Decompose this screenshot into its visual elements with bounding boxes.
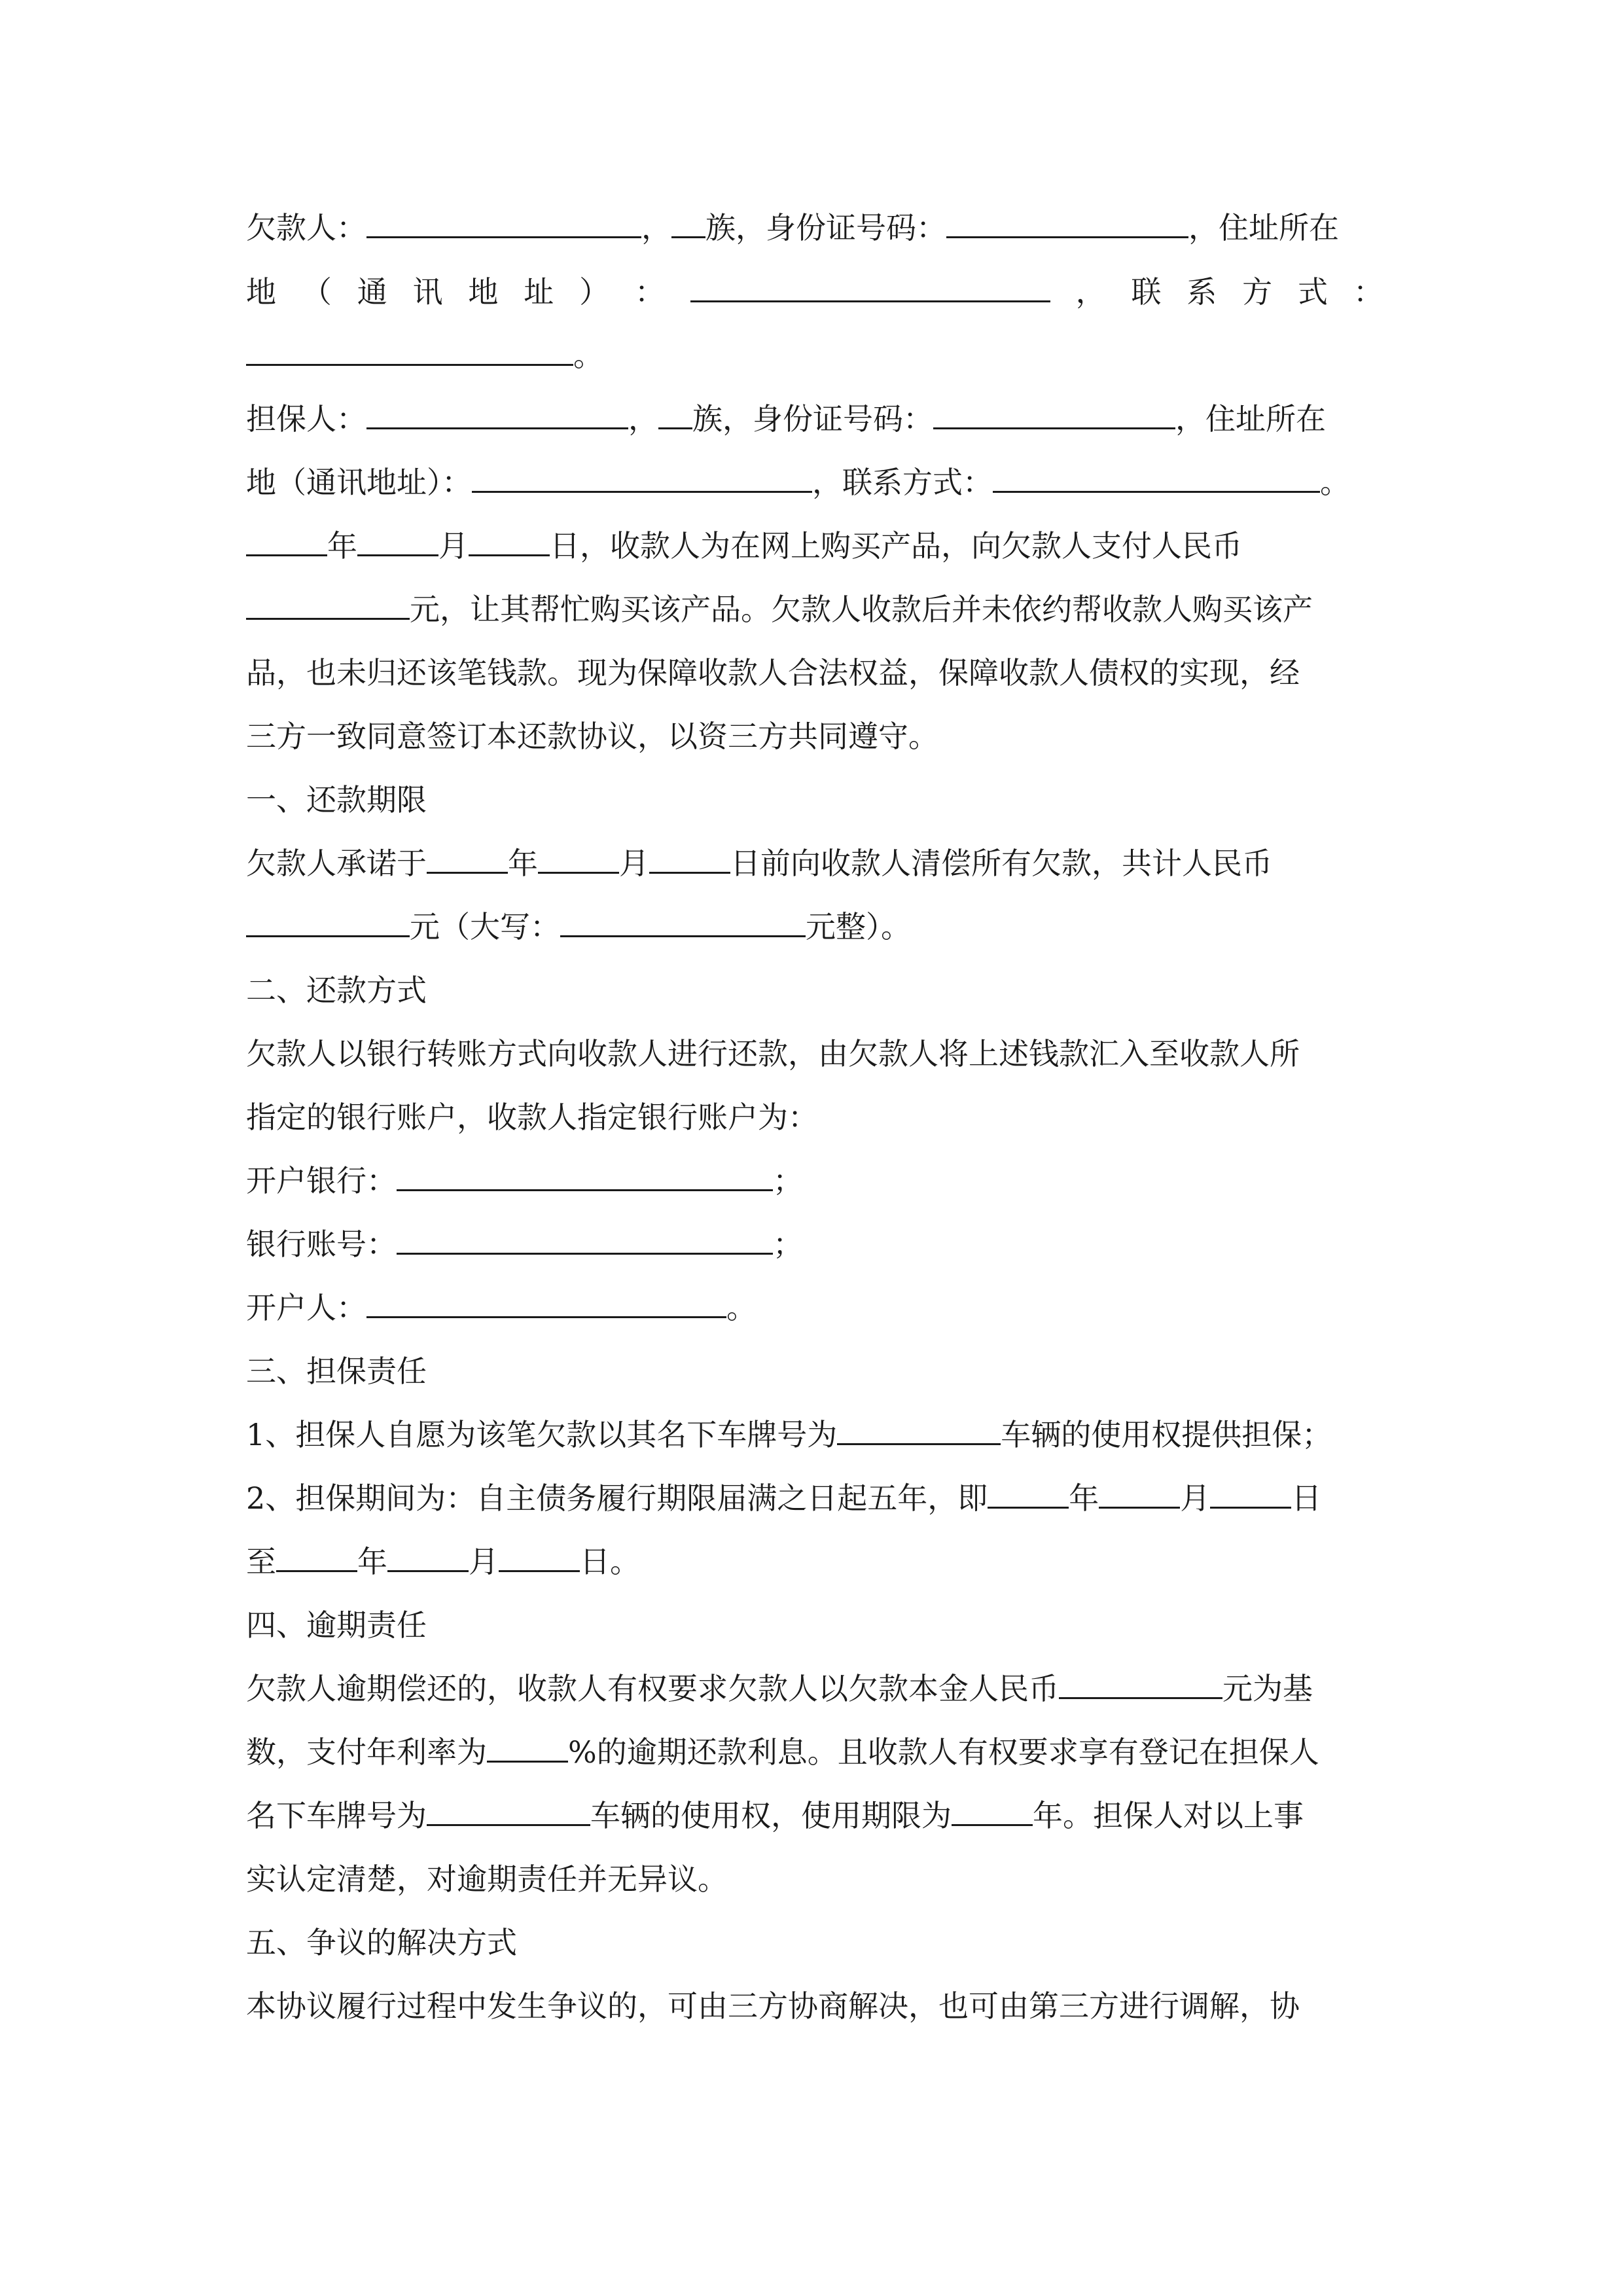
text-line: 实认定清楚，对逾期责任并无异议。 (246, 1861, 728, 1897)
day-blank (1210, 1477, 1291, 1509)
debtor-ethnicity-blank (671, 206, 705, 238)
account-holder-line: 开户人： 。 (246, 1282, 757, 1334)
amount-words-blank (560, 905, 806, 937)
guarantee-end-date-line: 至 年 月 日。 (246, 1535, 640, 1588)
bank-account-blank (397, 1223, 773, 1255)
guarantor-id-blank (933, 397, 1175, 429)
plate-number-blank (837, 1413, 1001, 1445)
debtor-contact-line: 。 (246, 329, 603, 382)
guarantor-address-line: 地（通讯地址）： ，联系方式： 。 (246, 456, 1350, 509)
section-heading-overdue: 四、逾期责任 (246, 1607, 427, 1643)
month-blank (538, 842, 619, 874)
text-line: 本协议履行过程中发生争议的，可由三方协商解决，也可由第三方进行调解，协 (246, 1988, 1300, 2024)
text-line: 三方一致同意签订本还款协议，以资三方共同遵守。 (246, 719, 938, 754)
section-heading-guarantee: 三、担保责任 (246, 1354, 427, 1389)
text-line: 指定的银行账户，收款人指定银行账户为： (246, 1100, 818, 1135)
guarantor-ethnicity-blank (658, 397, 692, 429)
amount-line: 元，让其帮忙购买该产品。欠款人收款后并未依约帮收款人购买该产 (246, 583, 1313, 636)
section-heading-dispute: 五、争议的解决方式 (246, 1925, 517, 1960)
day-blank (499, 1540, 580, 1572)
section-heading-repayment-term: 一、还款期限 (246, 782, 427, 817)
debtor-id-blank (946, 206, 1188, 238)
guarantor-contact-blank (993, 461, 1320, 493)
year-blank (427, 842, 508, 874)
debtor-contact-blank (246, 334, 573, 366)
payment-date-line: 年 月 日，收款人为在网上购买产品，向欠款人支付人民币 (246, 520, 1242, 572)
section-heading-repayment-method: 二、还款方式 (246, 973, 427, 1008)
year-blank (246, 524, 327, 556)
overdue-rate-line: 数，支付年利率为 %的逾期还款利息。且收款人有权要求享有登记在担保人 (246, 1726, 1319, 1778)
debtor-line: 欠款人： ， 族，身份证号码： ，住址所在 (246, 202, 1339, 254)
guarantor-address-blank (472, 461, 812, 493)
bank-account-line: 银行账号： ； (246, 1218, 803, 1270)
debtor-address-blank (690, 270, 1050, 302)
principal-amount-blank (1059, 1667, 1222, 1699)
month-blank (1099, 1477, 1180, 1509)
interest-rate-blank (487, 1731, 568, 1763)
total-amount-line: 元（大写： 元整）。 (246, 901, 911, 953)
debtor-address-line: 地 （ 通 讯 地 址 ） ： ， 联 系 方 式 ： (246, 266, 1383, 318)
year-blank (276, 1540, 357, 1572)
overdue-vehicle-line: 名下车牌号为 车辆的使用权，使用期限为 年。担保人对以上事 (246, 1789, 1304, 1842)
text-line: 欠款人以银行转账方式向收款人进行还款，由欠款人将上述钱款汇入至收款人所 (246, 1036, 1300, 1071)
guarantee-item-1: 1、担保人自愿为该笔欠款以其名下车牌号为 车辆的使用权提供担保； (246, 1408, 1332, 1461)
overdue-principal-line: 欠款人逾期偿还的，收款人有权要求欠款人以欠款本金人民币 元为基 (246, 1662, 1313, 1715)
day-blank (649, 842, 730, 874)
guarantee-item-2: 2、担保期间为：自主债务履行期限届满之日起五年，即 年 月 日 (246, 1472, 1321, 1524)
guarantor-name-blank (366, 397, 628, 429)
repayment-date-line: 欠款人承诺于 年 月 日前向收款人清偿所有欠款，共计人民币 (246, 837, 1272, 889)
debtor-name-blank (366, 206, 641, 238)
guarantor-line: 担保人： ， 族，身份证号码： ，住址所在 (246, 393, 1326, 445)
amount-blank (246, 905, 410, 937)
account-holder-blank (366, 1286, 726, 1318)
usage-years-blank (952, 1794, 1033, 1826)
bank-name-blank (397, 1159, 773, 1191)
year-blank (988, 1477, 1069, 1509)
month-blank (357, 524, 438, 556)
day-blank (469, 524, 550, 556)
amount-blank (246, 588, 410, 620)
text-line: 品，也未归还该笔钱款。现为保障收款人合法权益，保障收款人债权的实现，经 (246, 655, 1300, 691)
month-blank (387, 1540, 469, 1572)
plate-number-blank (427, 1794, 590, 1826)
bank-name-line: 开户银行： ； (246, 1155, 803, 1207)
